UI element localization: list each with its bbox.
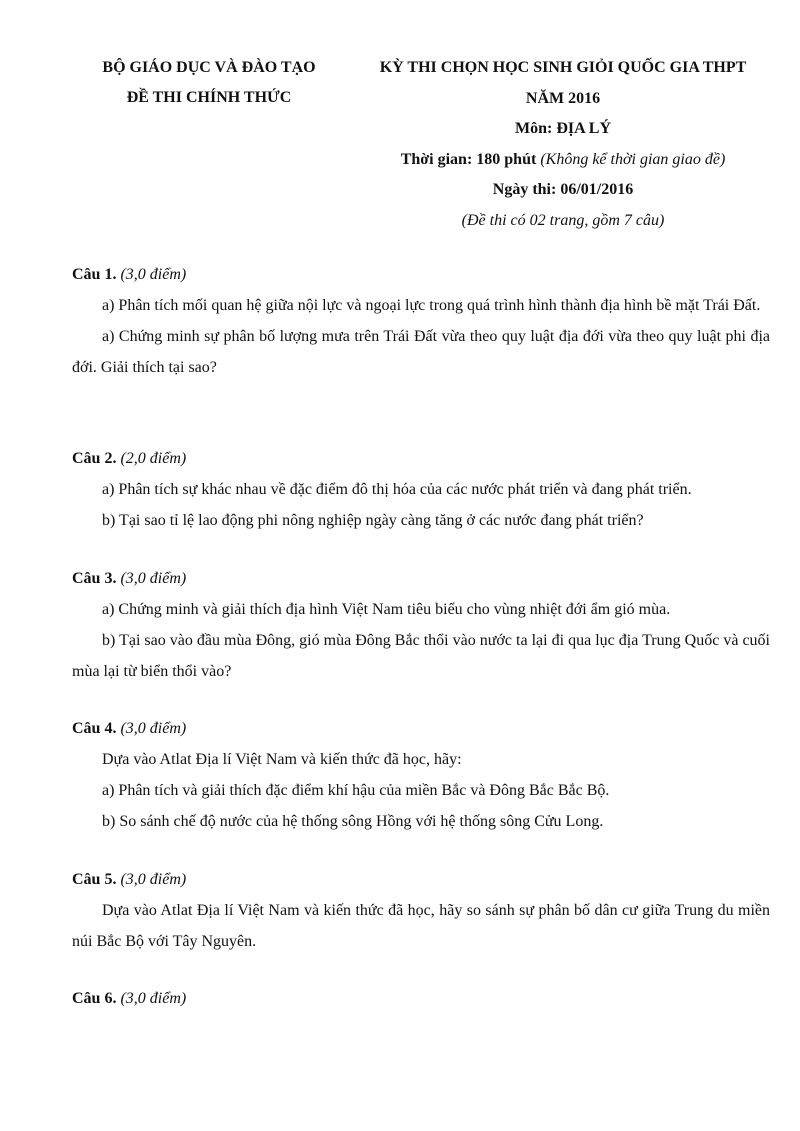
question-paragraph: Dựa vào Atlat Địa lí Việt Nam và kiến thức đã học, hãy so sánh sự phân bố dân cư giữa Trung du miền núi Bắc Bộ với Tây Nguyên. — [72, 902, 770, 950]
duration-note: (Không kể thời gian giao đề) — [540, 150, 726, 168]
question-6 — [72, 983, 770, 1014]
question-paragraph: b) Tại sao tỉ lệ lao động phi nông nghiệp ngày càng tăng ở các nước đang phát triển? — [102, 512, 644, 529]
exam-title: KỲ THI CHỌN HỌC SINH GIỎI QUỐC GIA THPT — [379, 59, 747, 76]
question-heading — [72, 983, 770, 1014]
exam-date: Ngày thi: 06/01/2016 — [492, 181, 634, 198]
question-heading — [72, 864, 770, 895]
question-paragraph: b) So sánh chế độ nước của hệ thống sông Hồng với hệ thống sông Cửu Long. — [102, 813, 604, 830]
question-label: Câu 5. — [72, 871, 117, 888]
exam-year: NĂM 2016 — [525, 89, 601, 107]
question-points: (3,0 điểm) — [120, 871, 187, 888]
question-heading — [72, 259, 770, 290]
question-paragraph: a) Chứng minh sự phân bố lượng mưa trên Trái Đất vừa theo quy luật địa đới vừa theo quy luật phi địa đới. Giải thích tại sao? — [72, 328, 770, 376]
question-label: Câu 2. — [72, 450, 117, 467]
question-heading — [72, 443, 770, 474]
question-5 — [72, 864, 770, 957]
ministry-name: BỘ GIÁO DỤC VÀ ĐÀO TẠO — [102, 59, 316, 76]
question-3 — [72, 563, 770, 687]
official-exam-label: ĐỀ THI CHÍNH THỨC — [126, 89, 292, 106]
question-paragraph: a) Phân tích mối quan hệ giữa nội lực và ngoại lực trong quá trình hình thành địa hình bề mặt Trái Đất. — [102, 297, 761, 314]
question-paragraph: a) Phân tích sự khác nhau về đặc điểm đô thị hóa của các nước phát triển và đang phát triển. — [102, 481, 692, 498]
duration-label: Thời gian: 180 phút — [400, 150, 537, 168]
question-points: (3,0 điểm) — [120, 720, 187, 737]
question-paragraph: a) Phân tích và giải thích đặc điểm khí hậu của miền Bắc và Đông Bắc Bắc Bộ. — [102, 782, 610, 799]
question-paragraph: a) Chứng minh và giải thích địa hình Việt Nam tiêu biểu cho vùng nhiệt đới ẩm gió mùa. — [102, 601, 671, 618]
exam-page-note: (Đề thi có 02 trang, gồm 7 câu) — [461, 211, 665, 229]
question-points: (3,0 điểm) — [120, 570, 187, 587]
exam-header — [358, 53, 768, 236]
question-2 — [72, 443, 770, 536]
question-1 — [72, 259, 770, 383]
question-points: (2,0 điểm) — [120, 450, 187, 467]
question-points: (3,0 điểm) — [120, 266, 187, 283]
exam-subject: Môn: ĐỊA LÝ — [514, 120, 611, 137]
question-paragraph: b) Tại sao vào đầu mùa Đông, gió mùa Đông Bắc thổi vào nước ta lại đi qua lục địa Trung Quốc và cuối mùa lại từ biển thổi vào? — [72, 632, 770, 680]
question-label: Câu 6. — [72, 990, 117, 1007]
question-points: (3,0 điểm) — [120, 990, 187, 1007]
question-4 — [72, 713, 770, 837]
question-heading — [72, 563, 770, 594]
question-paragraph: Dựa vào Atlat Địa lí Việt Nam và kiến thức đã học, hãy: — [102, 751, 462, 768]
question-label: Câu 1. — [72, 266, 117, 283]
ministry-header — [70, 53, 348, 113]
question-label: Câu 4. — [72, 720, 117, 737]
exam-duration — [358, 145, 768, 176]
question-heading — [72, 713, 770, 744]
question-label: Câu 3. — [72, 570, 117, 587]
